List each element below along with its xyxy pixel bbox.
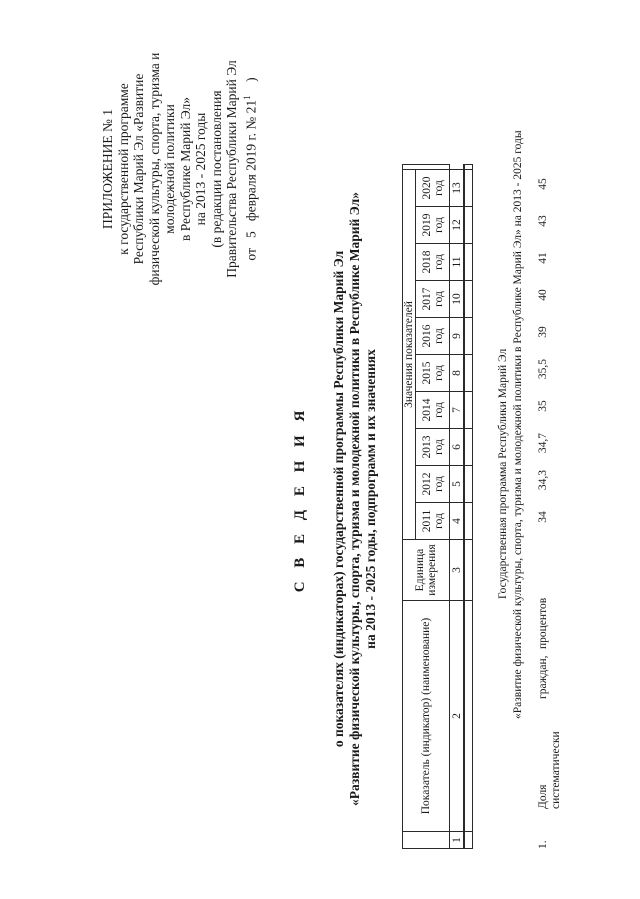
appendix-line: Республики Марий Эл «Развитие bbox=[131, 73, 146, 265]
column-number: 2 bbox=[450, 601, 465, 832]
column-number: 8 bbox=[450, 355, 465, 392]
program-full-title: «Развитие физической культуры, спорта, туризма и молодежной политики в Республике Марий Эл» на 2013 - 2025 годы bbox=[512, 130, 524, 719]
empty-cell bbox=[464, 466, 473, 503]
header-year: 2011 год bbox=[416, 503, 450, 540]
header-year: 2017 год bbox=[416, 281, 450, 318]
appendix-line: Правительства Республики Марий Эл bbox=[224, 60, 239, 278]
empty-cell bbox=[464, 392, 473, 429]
column-number: 7 bbox=[450, 392, 465, 429]
row-name-word: граждан, bbox=[537, 655, 549, 699]
row-unit: процентов bbox=[537, 597, 549, 649]
row-value: 34,7 bbox=[537, 432, 549, 454]
empty-cell bbox=[464, 281, 473, 318]
amendment-number: 21 bbox=[243, 99, 258, 114]
row-value: 39 bbox=[537, 326, 549, 338]
amendment-prefix: от bbox=[243, 248, 258, 261]
header-row-number bbox=[403, 832, 450, 849]
header-indicator: Показатель (индикатор) (наименование) bbox=[403, 601, 450, 832]
header-unit: Единица измерения bbox=[403, 540, 450, 601]
title-svedeniya: С В Е Д Е Н И Я bbox=[292, 405, 308, 593]
row-name-word: систематически bbox=[550, 731, 562, 809]
appendix-line: на 2013 - 2025 годы bbox=[193, 112, 208, 226]
header-year: 2013 год bbox=[416, 429, 450, 466]
document-title bbox=[292, 179, 379, 819]
empty-cell bbox=[464, 429, 473, 466]
column-number: 3 bbox=[450, 540, 465, 601]
empty-cell bbox=[464, 170, 473, 207]
title-line-2: «Развитие физической культуры, спорта, туризма и молодежной политики в Республике Марий Эл» bbox=[347, 192, 362, 806]
header-year: 2018 год bbox=[416, 244, 450, 281]
row-value: 35 bbox=[537, 400, 549, 412]
appendix-line: молодежной политики bbox=[162, 104, 177, 234]
row-value: 35,5 bbox=[537, 358, 549, 380]
empty-cell bbox=[464, 601, 473, 832]
column-number: 9 bbox=[450, 318, 465, 355]
header-year: 2020 год bbox=[416, 170, 450, 207]
column-number: 1 bbox=[450, 832, 465, 849]
empty-cell bbox=[464, 355, 473, 392]
header-year: 2016 год bbox=[416, 318, 450, 355]
row-value: 43 bbox=[537, 215, 549, 227]
appendix-line: (в редакции постановления bbox=[208, 90, 224, 248]
header-year: 2019 год bbox=[416, 207, 450, 244]
title-line-3: на 2013 - 2025 годы, подпрограмм и их значениях bbox=[363, 349, 378, 649]
appendix-line: в Республике Марий Эл» bbox=[177, 96, 193, 242]
amendment-close: ) bbox=[243, 77, 258, 82]
amendment-superscript: 1 bbox=[241, 95, 252, 100]
header-year: 2012 год bbox=[416, 466, 450, 503]
column-number: 5 bbox=[450, 466, 465, 503]
amendment-date bbox=[240, 39, 259, 299]
column-number: 13 bbox=[450, 170, 465, 207]
column-number: 6 bbox=[450, 429, 465, 466]
amendment-date-rest: февраля 2019 г. № bbox=[243, 116, 258, 222]
column-number: 12 bbox=[450, 207, 465, 244]
row-value: 34 bbox=[537, 511, 549, 523]
header-values: Значения показателей bbox=[403, 170, 416, 540]
row-value: 34,3 bbox=[537, 469, 549, 491]
amendment-day: 5 bbox=[243, 231, 258, 238]
row-value: 40 bbox=[537, 289, 549, 301]
empty-cell bbox=[464, 832, 473, 849]
column-number: 11 bbox=[450, 244, 465, 281]
appendix-block bbox=[100, 39, 259, 299]
header-year: 2015 год bbox=[416, 355, 450, 392]
indicators-table bbox=[402, 164, 473, 849]
column-number: 10 bbox=[450, 281, 465, 318]
program-name: Государственная программа Республики Марий Эл bbox=[497, 348, 509, 599]
column-number: 4 bbox=[450, 503, 465, 540]
empty-cell bbox=[464, 165, 473, 170]
row-number: 1. bbox=[537, 840, 549, 849]
empty-cell bbox=[464, 207, 473, 244]
empty-cell bbox=[464, 244, 473, 281]
empty-cell bbox=[464, 503, 473, 540]
appendix-line: физической культуры, спорта, туризма и bbox=[146, 52, 162, 286]
title-line-1: о показателях (индикаторах) государственной программы Республики Марий Эл bbox=[331, 250, 346, 748]
row-name-word: Доля bbox=[537, 784, 549, 809]
header-year: 2014 год bbox=[416, 392, 450, 429]
row-value: 41 bbox=[537, 252, 549, 264]
row-value: 45 bbox=[537, 178, 549, 190]
empty-cell bbox=[464, 540, 473, 601]
appendix-line: к государственной программе bbox=[115, 83, 131, 255]
appendix-line: ПРИЛОЖЕНИЕ № 1 bbox=[100, 108, 115, 230]
empty-cell bbox=[464, 318, 473, 355]
